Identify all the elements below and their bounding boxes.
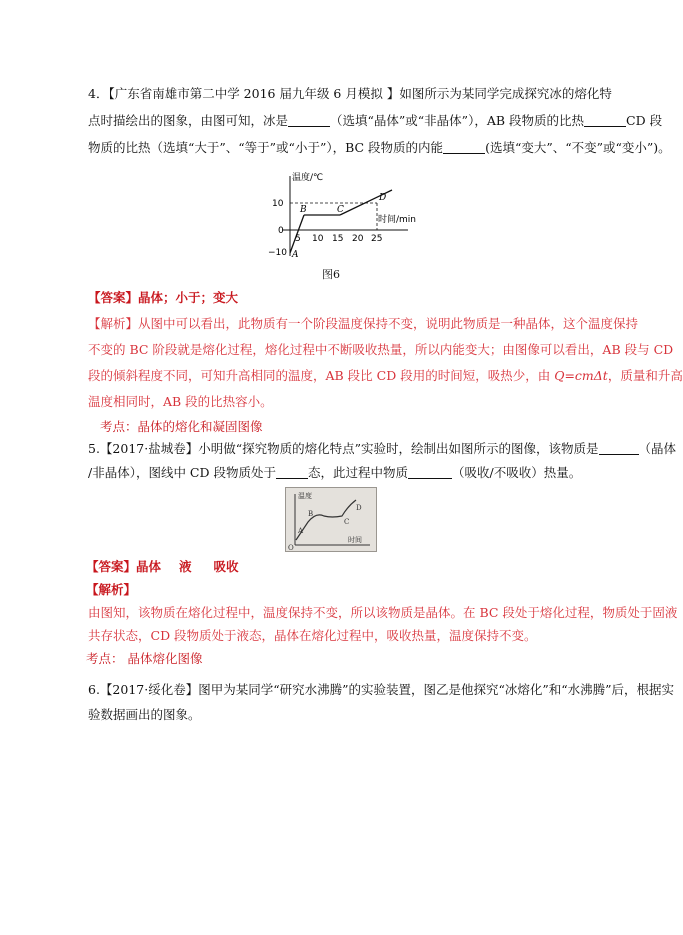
- q5-answer-3: 吸收: [213, 559, 239, 574]
- q4-xtick: 5: [295, 234, 301, 244]
- q4-blank-3: [443, 139, 485, 154]
- q5-xlabel: 时间: [348, 536, 362, 544]
- q4-text: ，质量和升高: [607, 368, 683, 383]
- q5-point-label: D: [356, 504, 362, 512]
- q5-text: （吸收/不吸收）热量。: [452, 465, 582, 480]
- q5-blank-2: [276, 464, 308, 479]
- q5-analysis-line2: 共存状态，CD 段物质处于液态，晶体在熔化过程中，吸收热量，温度保持不变。: [88, 628, 537, 643]
- q4-text: 点时描绘出的图象，由图可知，冰是: [88, 113, 289, 128]
- q4-blank-2: [584, 112, 626, 127]
- q6-stem-line1: 6.【2017·绥化卷】图甲为某同学“研究水沸腾”的实验装置，图乙是他探究“冰熔化”和“水沸腾”后，根据实: [88, 682, 675, 697]
- q4-point-label: D: [379, 193, 387, 203]
- q4-text: (选填“变大”、“不变”或“变小”)。: [485, 140, 671, 155]
- q4-point-label: A: [292, 250, 299, 260]
- q4-analysis-line4: 温度相同时，AB 段的比热容小。: [88, 394, 273, 409]
- q4-stem-line1: 4．【广东省南雄市第二中学 2016 届九年级 6 月模拟 】如图所示为某同学完成探究冰的熔化特: [88, 86, 612, 101]
- q5-text: 5.【2017·盐城卷】小明做“探究物质的熔化特点”实验时，绘制出如图所示的图像，该物质是: [88, 441, 599, 456]
- q5-origin-label: O: [288, 544, 294, 552]
- q4-ylabel: 温度/℃: [292, 173, 324, 183]
- q5-stem-line1: [88, 438, 677, 460]
- q4-blank-1: [288, 112, 330, 127]
- q5-blank-1: [599, 440, 639, 455]
- q5-knowledge-point: 考点： 晶体熔化图像: [86, 651, 203, 666]
- q4-ytick: −10: [268, 248, 287, 258]
- q5-melting-graph: [286, 488, 376, 551]
- q6-stem-line2: 验数据画出的图象。: [88, 707, 201, 722]
- q5-analysis-label: 【解析】: [86, 582, 137, 597]
- q5-answer-label: 【答案】: [86, 559, 137, 574]
- q5-text: /非晶体），图线中 CD 段物质处于: [88, 465, 276, 480]
- q4-ytick: 10: [272, 199, 284, 209]
- q4-point-label: C: [337, 205, 344, 215]
- q5-ylabel: 温度: [298, 492, 312, 500]
- q5-point-label: B: [308, 510, 314, 518]
- q4-text: CD 段: [626, 113, 663, 128]
- q5-melting-photo: [285, 487, 377, 552]
- q5-point-label: A: [298, 527, 304, 535]
- q4-knowledge-point: 考点：晶体的熔化和凝固图像: [100, 419, 263, 434]
- q4-answer: 【答案】晶体；小于；变大: [88, 290, 239, 305]
- q4-point-label: B: [300, 205, 307, 215]
- q4-xtick: 15: [332, 234, 344, 244]
- q4-stem-line3: [88, 137, 671, 159]
- q4-stem-line2: [88, 110, 663, 132]
- q4-text: 物质的比热（选填“大于”、“等于”或“小于”），BC 段物质的内能: [88, 140, 444, 155]
- q5-analysis-line1: 由图知，该物质在熔化过程中，温度保持不变，所以该物质是晶体。在 BC 段处于熔化过程，物质处于固液: [88, 605, 678, 620]
- q5-point-label: C: [344, 518, 350, 526]
- q5-blank-3: [408, 464, 452, 479]
- q4-xtick: 25: [371, 234, 383, 244]
- q5-answer-2: 液: [179, 559, 192, 574]
- q4-analysis-line1: 【解析】从图中可以看出，此物质有一个阶段温度保持不变，说明此物质是一种晶体，这个温度保持: [88, 316, 639, 331]
- q5-answer: [86, 556, 606, 578]
- q4-analysis-line2: 不变的 BC 阶段就是熔化过程，熔化过程中不断吸收热量，所以内能变大；由图像可以看出，AB 段与 CD: [88, 342, 674, 357]
- q4-xlabel: 时间/min: [378, 215, 417, 225]
- q4-xtick: 20: [352, 234, 364, 244]
- q5-text: （晶体: [638, 441, 677, 456]
- q4-figure-caption: 图6: [322, 268, 340, 281]
- q4-xtick: 10: [312, 234, 324, 244]
- q4-text: 段的倾斜程度不同，可知升高相同的温度，AB 段比 CD 段用的时间短，吸热少，由: [88, 368, 555, 383]
- q4-analysis-line3: [88, 365, 683, 387]
- q4-formula: Q=cmΔt: [554, 368, 608, 383]
- q5-text: 态，此过程中物质: [308, 465, 409, 480]
- q4-text: （选填“晶体”或“非晶体”），AB 段物质的比热: [330, 113, 585, 128]
- q5-answer-1: 晶体: [136, 559, 162, 574]
- q4-melting-graph: [268, 170, 436, 260]
- q5-stem-line2: [88, 462, 608, 484]
- q4-ytick: 0: [278, 226, 284, 236]
